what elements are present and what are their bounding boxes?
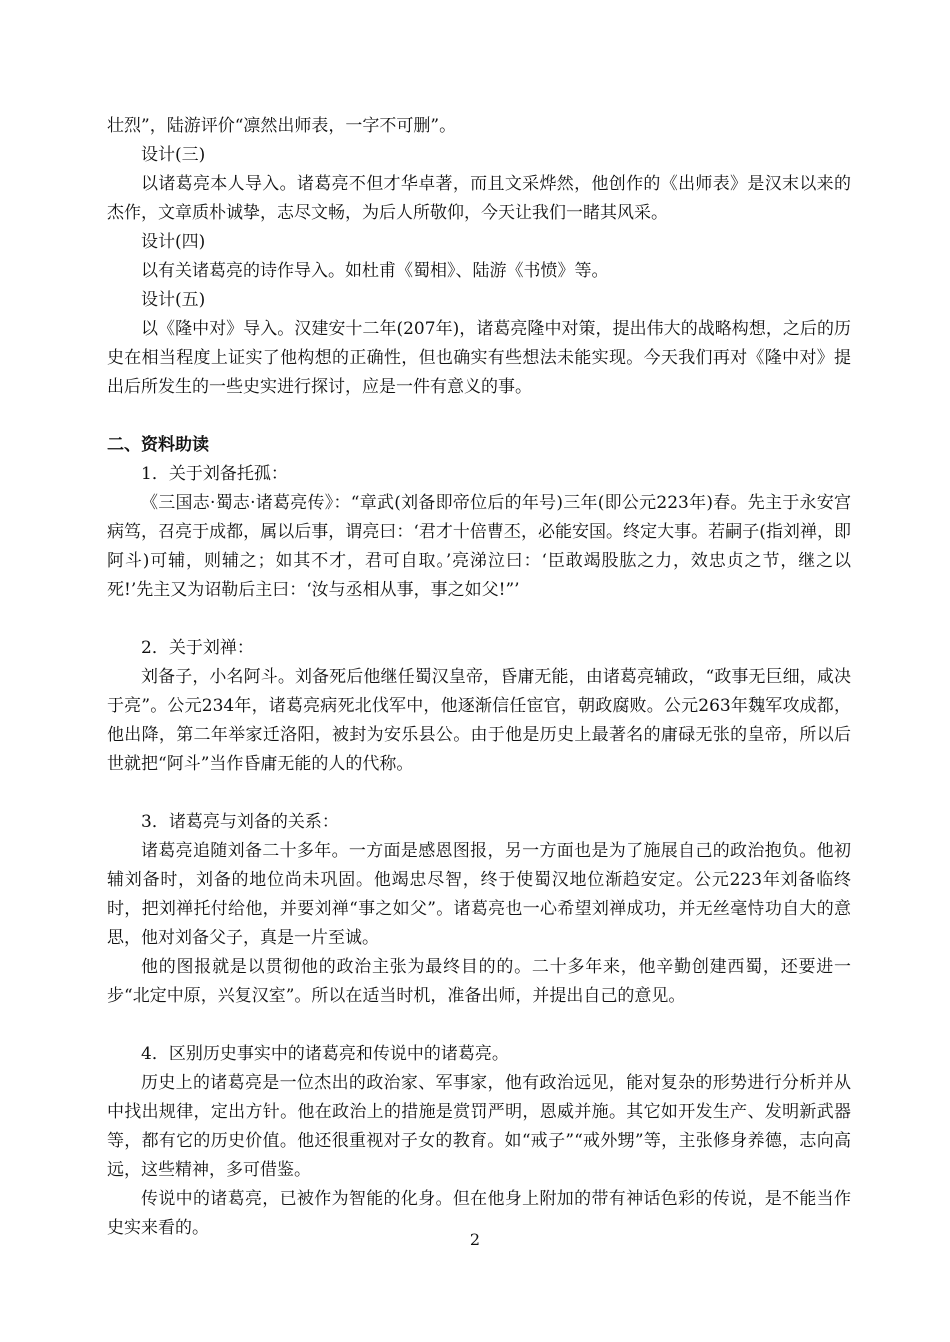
design-five-text: 以《隆中对》导入。汉建安十二年(207年)，诸葛亮隆中对策，提出伟大的战略构想，之后的历史在相当程度上证实了他构想的正确性，但也确实有些想法未能实现。今天我们再对《隆中对》提出后所发生的一些史实进行探讨，应是一件有意义的事。 xyxy=(107,319,851,397)
design-four-label: 设计(四) xyxy=(141,232,206,252)
design-five-label: 设计(五) xyxy=(141,290,206,310)
design-three-text: 以诸葛亮本人导入。诸葛亮不但才华卓著，而且文采烨然，他创作的《出师表》是汉末以来的杰作，文章质朴诚挚，志尽文畅，为后人所敬仰，今天让我们一睹其风采。 xyxy=(107,174,851,223)
paragraph-continuation: 壮烈”，陆游评价“凛然出师表，一字不可删”。 xyxy=(107,116,457,136)
item-title: 3．诸葛亮与刘备的关系： xyxy=(141,812,339,832)
blank-line xyxy=(107,402,851,431)
document-body xyxy=(107,112,851,1243)
item-text: 诸葛亮追随刘备二十多年。一方面是感恩图报，另一方面也是为了施展自己的政治抱负。他初辅刘备时，刘备的地位尚未巩固。他竭忠尽智，终于使蜀汉地位渐趋安定。公元223年刘备临终时，把刘禅托付给他，并要刘禅“事之如父”。诸葛亮也一心希望刘禅成功，并无丝毫恃功自大的意思，他对刘备父子，真是一片至诚。 xyxy=(107,841,851,948)
blank-line xyxy=(107,605,851,634)
blank-line xyxy=(107,1011,851,1040)
item-title: 1．关于刘备托孤： xyxy=(141,464,288,484)
item-title: 2．关于刘禅： xyxy=(141,638,254,658)
design-three-label: 设计(三) xyxy=(141,145,206,165)
design-four-text: 以有关诸葛亮的诗作导入。如杜甫《蜀相》、陆游《书愤》等。 xyxy=(141,261,609,281)
blank-line xyxy=(107,779,851,808)
item-text: 刘备子，小名阿斗。刘备死后他继任蜀汉皇帝，昏庸无能，由诸葛亮辅政，“政事无巨细，咸决于亮”。公元234年，诸葛亮病死北伐军中，他逐渐信任宦官，朝政腐败。公元263年魏军攻成都，他出降，第二年举家迁洛阳，被封为安乐县公。由于他是历史上最著名的庸碌无张的皇帝，所以后世就把“阿斗”当作昏庸无能的人的代称。 xyxy=(107,667,851,774)
page-number: 2 xyxy=(469,1230,481,1249)
item-text: 他的图报就是以贯彻他的政治主张为最终目的的。二十多年来，他辛勤创建西蜀，还要进一步“北定中原，兴复汉室”。所以在适当时机，准备出师，并提出自己的意见。 xyxy=(107,957,851,1006)
section-heading: 二、资料助读 xyxy=(107,435,209,455)
item-text: 《三国志·蜀志·诸葛亮传》：“章武(刘备即帝位后的年号)三年(即公元223年)春。先主于永安宫病笃，召亮于成都，属以后事，谓亮曰：‘君才十倍曹丕，必能安国。终定大事。若嗣子(指刘禅，即阿斗)可辅，则辅之；如其不才，君可自取。’亮涕泣曰：‘臣敢竭股肱之力，效忠贞之节，继之以死!’先主又为诏勒后主曰：‘汝与丞相从事，事之如父!”’ xyxy=(107,493,851,600)
item-title: 4．区别历史事实中的诸葛亮和传说中的诸葛亮。 xyxy=(141,1044,509,1064)
item-text: 历史上的诸葛亮是一位杰出的政治家、军事家，他有政治远见，能对复杂的形势进行分析并从中找出规律，定出方针。他在政治上的措施是赏罚严明，恩威并施。其它如开发生产、发明新武器等，都有它的历史价值。他还很重视对子女的教育。如“戒子”“戒外甥”等，主张修身养德，志向高远，这些精神，多可借鉴。 xyxy=(107,1073,851,1180)
item-text: 传说中的诸葛亮，已被作为智能的化身。但在他身上附加的带有神话色彩的传说，是不能当作史实来看的。 xyxy=(107,1189,851,1238)
